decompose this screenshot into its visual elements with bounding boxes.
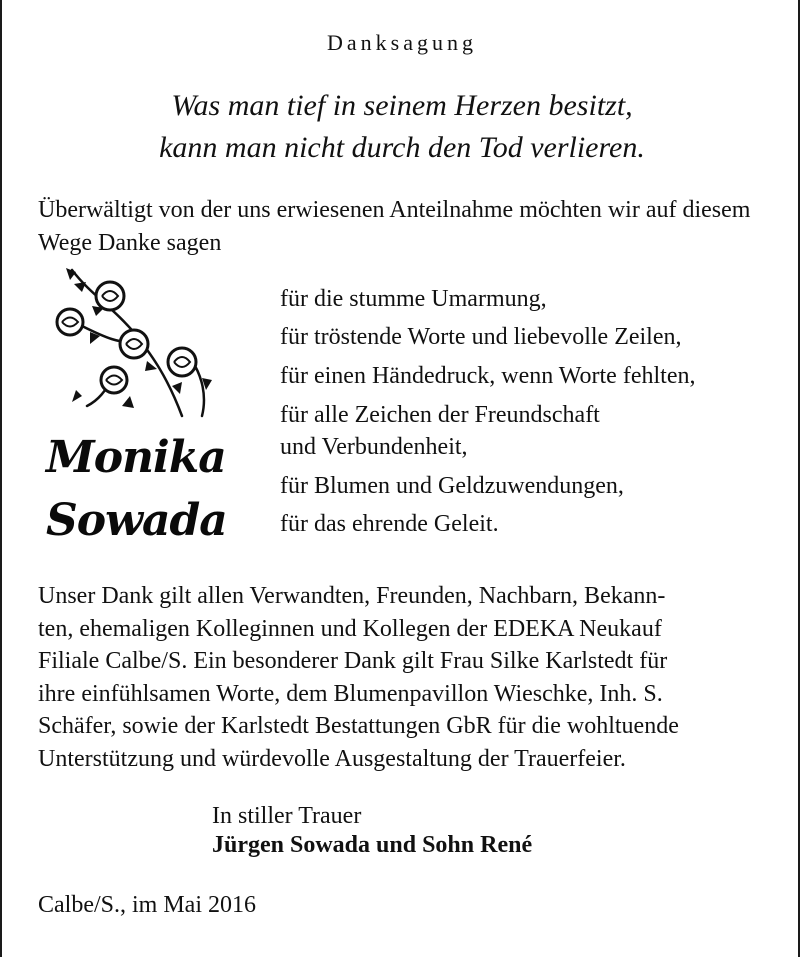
list-item: für tröstende Worte und liebevolle Zeilen,: [280, 324, 682, 350]
deceased-last-name: Sowada: [46, 495, 227, 546]
list-item: für einen Händedruck, wenn Worte fehlten,: [280, 363, 696, 389]
closing-line: Filiale Calbe/S. Ein besonderer Dank gilt Frau Silke Karlstedt für: [38, 648, 668, 674]
dateline: Calbe/S., im Mai 2016: [38, 892, 256, 918]
deceased-first-name: Monika: [46, 432, 226, 483]
list-item: für das ehrende Geleit.: [280, 511, 499, 537]
rose-branch-icon: [52, 266, 222, 426]
closing-line: Unterstützung und würdevolle Ausgestaltung der Trauerfeier.: [38, 745, 626, 772]
quote-line-1: Was man tief in seinem Herzen besitzt,: [171, 89, 633, 122]
intro-text: Überwältigt von der uns erwiesenen Anteilnahme möchten wir auf diesem Wege Danke sagen: [38, 197, 751, 256]
heading: Danksagung: [327, 30, 477, 55]
closing-line: Unser Dank gilt allen Verwandten, Freunden, Nachbarn, Bekann-: [38, 583, 666, 609]
quote-line-2: kann man nicht durch den Tod verlieren.: [159, 131, 645, 164]
closing-line: ihre einfühlsamen Worte, dem Blumenpavillon Wieschke, Inh. S.: [38, 680, 663, 707]
signature: Jürgen Sowada und Sohn René: [212, 832, 533, 858]
closing-line: ten, ehemaligen Kolleginnen und Kollegen der EDEKA Neukauf: [38, 615, 662, 642]
list-item: und Verbundenheit,: [280, 434, 468, 460]
closing-line: Schäfer, sowie der Karlstedt Bestattungen GbR für die wohltuende: [38, 713, 679, 739]
list-item: für alle Zeichen der Freundschaft: [280, 402, 600, 428]
closing-paragraph: [38, 580, 768, 775]
mourning-text: In stiller Trauer: [212, 803, 362, 829]
list-item: für Blumen und Geldzuwendungen,: [280, 473, 624, 499]
list-item: für die stumme Umarmung,: [280, 286, 547, 312]
